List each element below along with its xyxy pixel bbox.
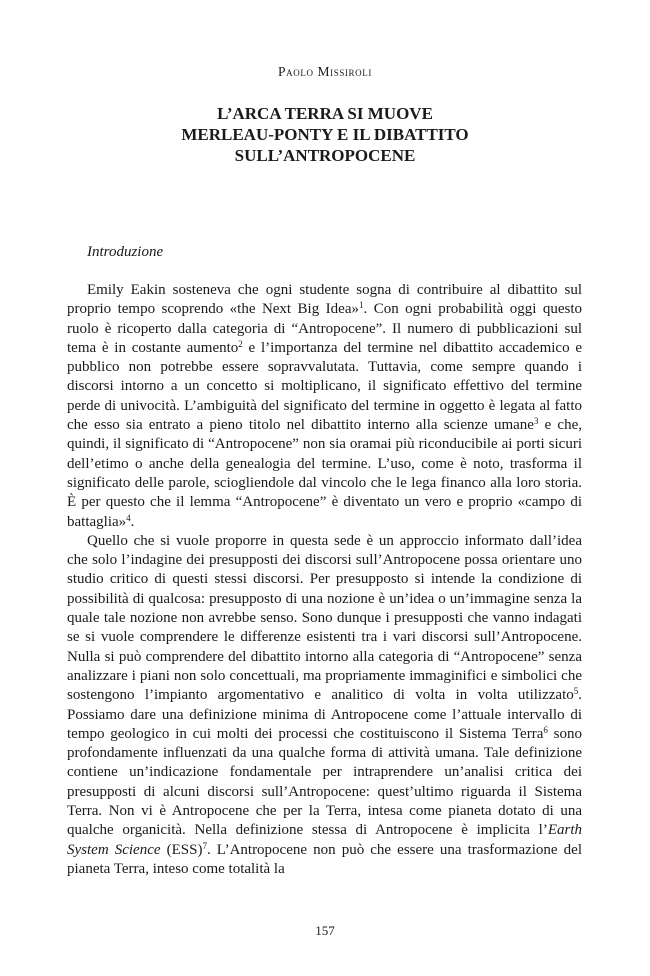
- page-number: 157: [315, 923, 335, 938]
- title-line: L’ARCA TERRA SI MUOVE: [217, 104, 433, 123]
- footnote-ref: 6: [543, 724, 548, 735]
- section-heading: Introduzione: [87, 244, 164, 260]
- text-run: (ESS): [160, 841, 203, 858]
- footnote-ref: 7: [202, 840, 207, 851]
- footnote-ref: 4: [126, 512, 131, 523]
- text-run: Quello che si vuole proporre in questa sede è un approccio informato dall’idea che solo l’indagine dei presupposti dei discorsi sull’Antropocene possa orientare uno studio critico di questi stessi discorsi. Per presupposto si intende la condizione di possibilità di qualcosa: presupposto di una nozione è un’idea o un’immagine senza la quale tale nozione non avrebbe senso. Sono dunque i presupposti che vanno indagati se si vuole comprendere le differenze esistenti tra i vari discorsi sull’Antropocene. Nulla si può comprendere del dibattito intorno alla categoria di “Antropocene” senza analizzare i piani non solo concettuali, ma propriamente immaginifici e simbolici che sostengono l’impianto argomentativo e analitico di volta in volta utilizzato: [67, 532, 582, 704]
- paragraph: [67, 281, 582, 532]
- text-run: e che, quindi, il significato di “Antropocene” non sia oramai più riconducibile ai porti sicuri dell’etimo o anche della genealogia del termine. L’uso, come è noto, trasforma il significato delle parole, sciogliendole dal vincolo che le lega financo alla loro storia. È per questo che il lemma “Antropocene” è diventato un vero e proprio «campo di battaglia»: [67, 417, 582, 530]
- paragraph: [67, 532, 582, 879]
- footnote-ref: 3: [533, 416, 539, 427]
- text-run: e l’importanza del termine nel dibattito accademico e pubblico non potrebbe essere sopravvalutata. Tuttavia, come sempre quando i discorsi intorno a un concetto si moltiplicano, il significato effettivo del termine perde di univocità. L’ambiguità del significato del termine in oggetto è legata al fatto che esso sia entrato a pieno titolo nel dibattito interno alla scienze umane: [67, 339, 582, 434]
- body-text: [67, 281, 582, 879]
- footnote-ref: 2: [238, 338, 243, 349]
- text-run: Earth System Science: [67, 822, 582, 858]
- text-run: . Con ogni probabilità oggi questo ruolo è ricoperto dalla categoria di “Antropocene”. Il numero di pubblicazioni sul tema è in costante aumento: [67, 301, 583, 356]
- article-title: [0, 103, 650, 166]
- author-name: Paolo Missiroli: [278, 64, 372, 79]
- text-run: . L’Antropocene non può che essere una trasformazione del pianeta Terra, inteso come totalità la: [67, 841, 582, 877]
- title-line: SULL’ANTROPOCENE: [234, 146, 416, 165]
- footnote-ref: 5: [573, 686, 579, 697]
- text-run: sono profondamente influenzati da una qualche forma di attività umana. Tale definizione contiene un’indicazione fondamentale per intraprendere un’analisi critica dei presupposti di alcuni discorsi sull’Antropocene: quest’ultimo riguarda il Sistema Terra. Non vi è Antropocene che per la Terra, intesa come pianeta dotato di una qualche organicità. Nella definizione stessa di Antropocene è implicita l’: [67, 725, 582, 839]
- text-run: .: [130, 513, 135, 530]
- text-run: . Possiamo dare una definizione minima di Antropocene come l’attuale intervallo di tempo geologico in cui molti dei processi che costituiscono il Sistema Terra: [67, 687, 582, 742]
- title-line: MERLEAU-PONTY E IL DIBATTITO: [181, 125, 469, 144]
- footnote-ref: 1: [359, 300, 364, 311]
- text-run: Emily Eakin sosteneva che ogni studente sogna di contribuire al dibattito sul proprio tempo scoprendo «the Next Big Idea»: [67, 282, 582, 318]
